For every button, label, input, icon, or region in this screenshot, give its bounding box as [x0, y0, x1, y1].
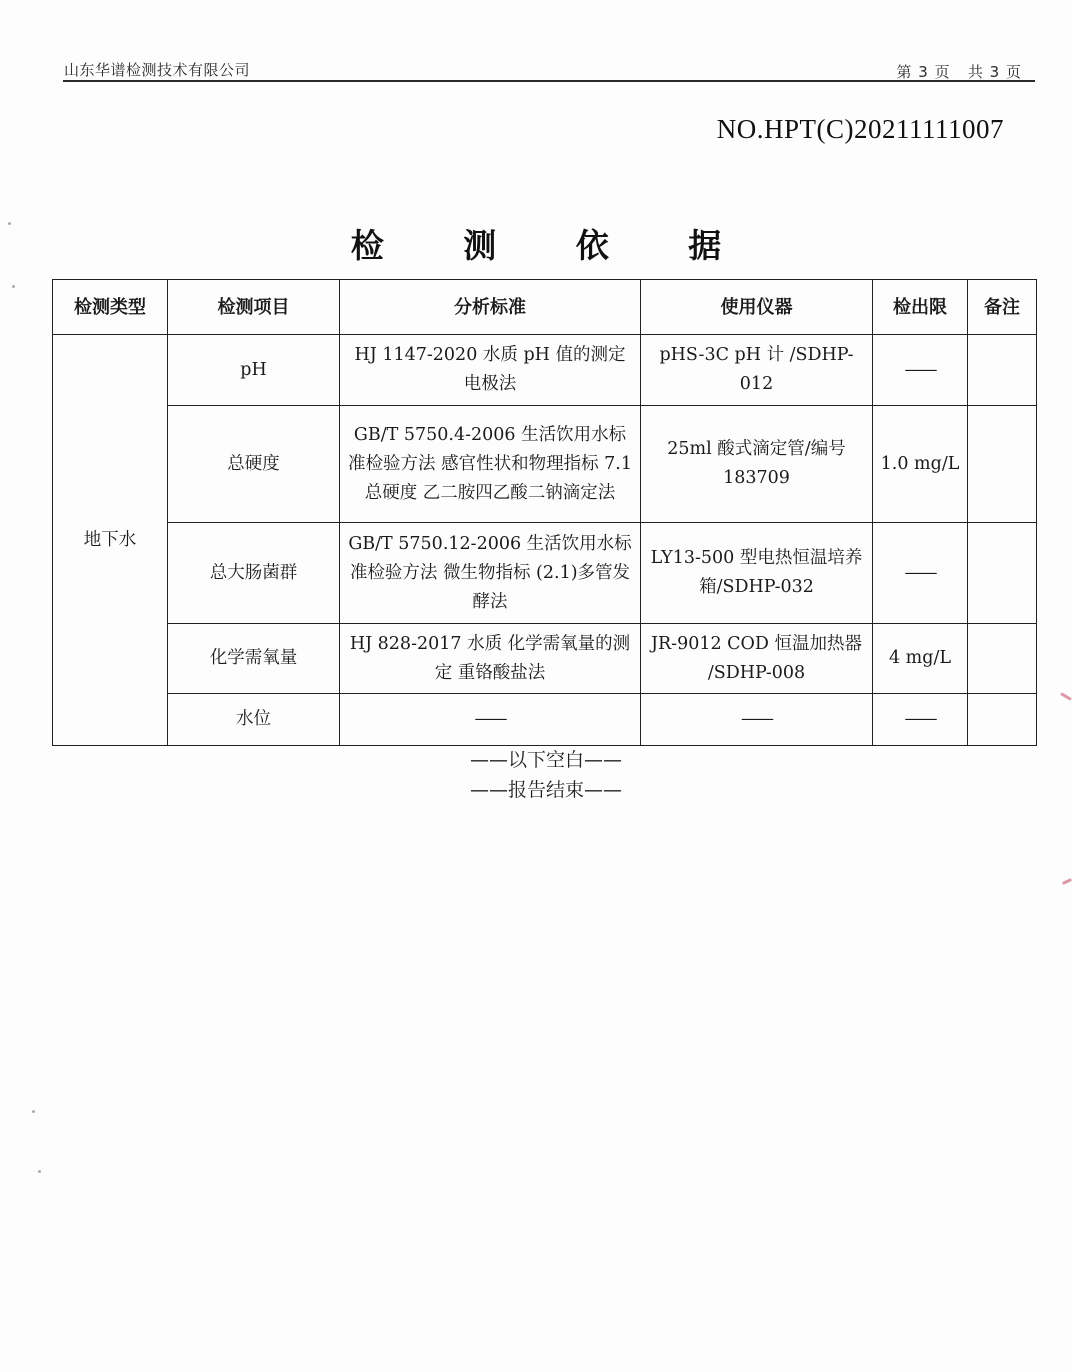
instrument-cell: pHS-3C pH 计 /SDHP-012	[641, 335, 873, 406]
remark-cell	[968, 335, 1037, 406]
instrument-cell: 25ml 酸式滴定管/编号 183709	[641, 406, 873, 523]
remark-cell	[968, 406, 1037, 523]
table-row	[53, 694, 1037, 746]
blank-below-note: ——以下空白——	[469, 749, 622, 771]
col-header-instrument: 使用仪器	[641, 280, 873, 335]
report-number: NO.HPT(C)20211111007	[716, 114, 1004, 144]
item-cell: pH	[168, 335, 340, 406]
limit-cell: 4 mg/L	[873, 624, 968, 694]
item-cell: 水位	[168, 694, 340, 746]
standard-cell: HJ 1147-2020 水质 pH 值的测定 电极法	[340, 335, 641, 406]
table-header-row	[53, 280, 1037, 335]
standard-cell: GB/T 5750.4-2006 生活饮用水标准检验方法 感官性状和物理指标 7.1 总硬度 乙二胺四乙酸二钠滴定法	[340, 406, 641, 523]
col-header-type: 检测类型	[53, 280, 168, 335]
report-end-note: ——报告结束——	[469, 779, 622, 801]
remark-cell	[968, 523, 1037, 624]
col-header-item: 检测项目	[168, 280, 340, 335]
limit-cell: ——	[873, 694, 968, 746]
scan-speck	[38, 1170, 41, 1173]
table-row	[53, 624, 1037, 694]
sample-type-cell: 地下水	[53, 335, 168, 746]
standard-cell: GB/T 5750.12-2006 生活饮用水标准检验方法 微生物指标 (2.1)多管发酵法	[340, 523, 641, 624]
col-header-limit: 检出限	[873, 280, 968, 335]
instrument-cell: JR-9012 COD 恒温加热器 /SDHP-008	[641, 624, 873, 694]
instrument-cell: ——	[641, 694, 873, 746]
limit-cell: ——	[873, 335, 968, 406]
instrument-cell: LY13-500 型电热恒温培养箱/SDHP-032	[641, 523, 873, 624]
company-name: 山东华谱检测技术有限公司	[64, 61, 251, 79]
standard-cell: ——	[340, 694, 641, 746]
scan-speck	[12, 285, 15, 288]
item-cell: 总大肠菌群	[168, 523, 340, 624]
seal-edge-mark	[1062, 878, 1072, 885]
standard-cell: HJ 828-2017 水质 化学需氧量的测定 重铬酸盐法	[340, 624, 641, 694]
item-cell: 化学需氧量	[168, 624, 340, 694]
test-basis-table	[52, 279, 1037, 746]
scan-speck	[8, 222, 11, 225]
page-indicator: 第 3 页 共 3 页	[896, 63, 1022, 81]
item-cell: 总硬度	[168, 406, 340, 523]
limit-cell: ——	[873, 523, 968, 624]
table-row	[53, 523, 1037, 624]
table-row	[53, 335, 1037, 406]
table-row	[53, 406, 1037, 523]
scan-speck	[32, 1110, 35, 1113]
limit-cell: 1.0 mg/L	[873, 406, 968, 523]
remark-cell	[968, 624, 1037, 694]
col-header-standard: 分析标准	[340, 280, 641, 335]
header-divider	[63, 80, 1035, 82]
page-title: 检 测 依 据	[350, 226, 756, 265]
seal-edge-mark	[1060, 692, 1072, 701]
remark-cell	[968, 694, 1037, 746]
col-header-remark: 备注	[968, 280, 1037, 335]
